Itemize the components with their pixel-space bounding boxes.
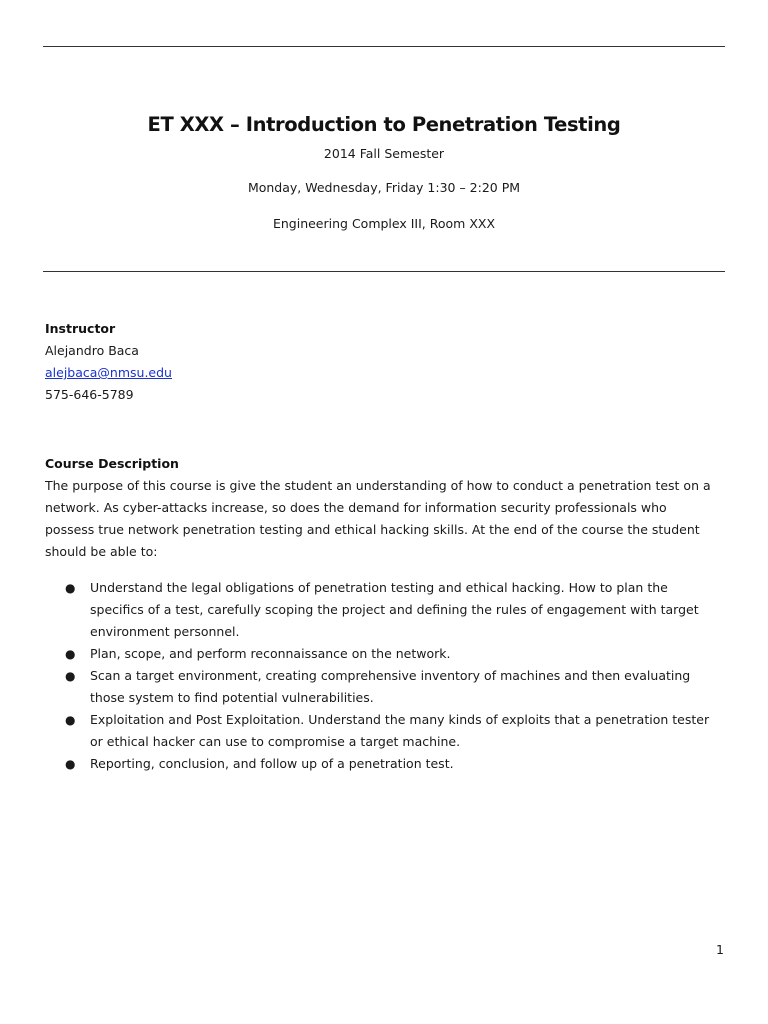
course-description-section [45, 453, 725, 775]
instructor-section [45, 318, 725, 406]
objective-text: Scan a target environment, creating comprehensive inventory of machines and then evaluating those system to find potential vulnerabilities. [90, 668, 691, 705]
bullet-icon: ● [65, 647, 76, 661]
bullet-icon: ● [65, 581, 76, 595]
objective-text: Plan, scope, and perform reconnaissance on the network. [90, 646, 451, 661]
class-schedule: Monday, Wednesday, Friday 1:30 – 2:20 PM [247, 180, 521, 195]
objective-text: Exploitation and Post Exploitation. Understand the many kinds of exploits that a penetration tester or ethical hacker can use to compromise a target machine. [90, 712, 710, 749]
class-location: Engineering Complex III, Room XXX [272, 216, 496, 231]
course-description-text: The purpose of this course is give the student an understanding of how to conduct a penetration test on a network. As cyber-attacks increase, so does the demand for information security professionals who possess true network penetration testing and ethical hacking skills. At the end of the course the student should be able to: [45, 478, 711, 559]
objectives-list [45, 577, 715, 775]
bullet-icon: ● [65, 713, 76, 727]
list-item [45, 665, 715, 709]
instructor-email-link[interactable]: alejbaca@nmsu.edu [45, 365, 172, 380]
objective-text: Understand the legal obligations of penetration testing and ethical hacking. How to plan the specifics of a test, carefully scoping the project and defining the rules of engagement with target environment personnel. [90, 580, 699, 639]
list-item [45, 643, 715, 665]
list-item [45, 709, 715, 753]
list-item [45, 577, 715, 643]
top-divider [43, 46, 725, 47]
objective-text: Reporting, conclusion, and follow up of a penetration test. [90, 756, 454, 771]
bullet-icon: ● [65, 669, 76, 683]
bullet-icon: ● [65, 757, 76, 771]
course-description-heading: Course Description [45, 456, 179, 471]
course-title: ET XXX – Introduction to Penetration Testing [147, 113, 621, 136]
header-bottom-divider [43, 271, 725, 272]
instructor-name: Alejandro Baca [45, 343, 139, 358]
instructor-phone: 575-646-5789 [45, 387, 134, 402]
instructor-heading: Instructor [45, 321, 116, 336]
semester: 2014 Fall Semester [323, 146, 445, 161]
page-number: 1 [716, 942, 724, 957]
list-item [45, 753, 715, 775]
